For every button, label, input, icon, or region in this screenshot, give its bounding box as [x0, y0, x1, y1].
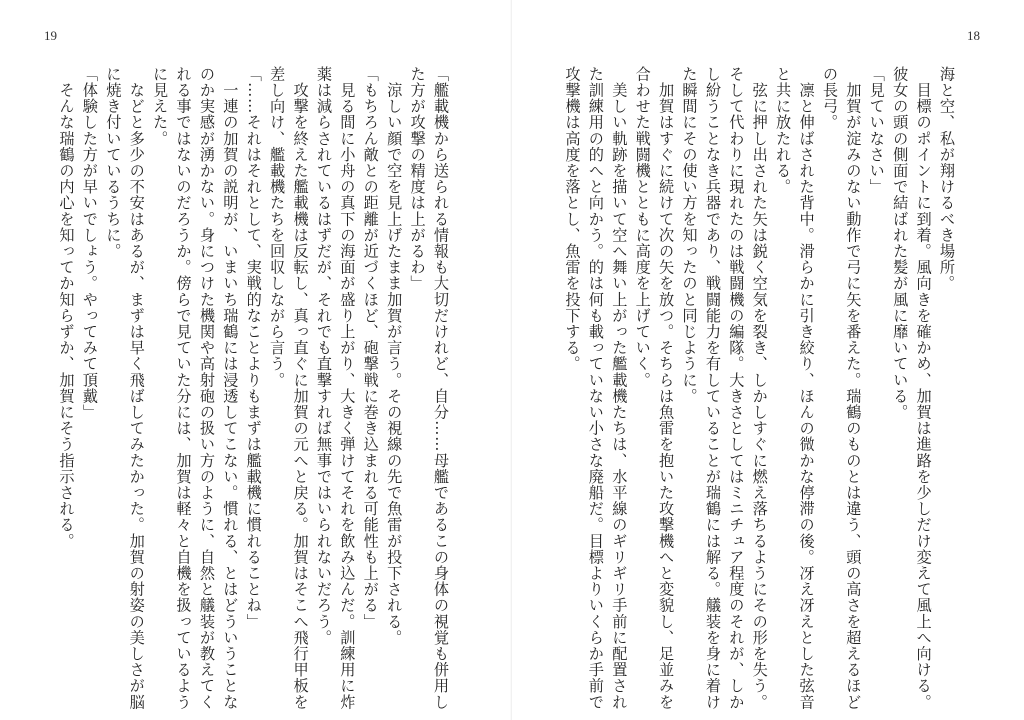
page-number-right: 18: [967, 28, 980, 43]
right-text-block: [563, 66, 958, 710]
text-line: 「……それはそれとして、実戦的なことよりもまずは艦載機に慣れることね」: [244, 66, 263, 630]
text-line: し紛うことなき兵器であり、戦闘能力を有していることが瑞鶴には解る。艤装を身に着け: [703, 66, 722, 710]
text-line: に焼き付いているうちに。: [104, 66, 123, 260]
text-line: そして代わりに現れたのは戦闘機の編隊。大きさとしてはミニチュア程度のそれが、しか: [727, 66, 746, 710]
text-line: の長弓。: [820, 66, 839, 131]
text-line: 美しい軌跡を描いて空へ舞い上がった艦載機たちは、水平線のギリギリ手前に配置され: [610, 66, 629, 710]
text-line: た瞬間にその使い方を知ったのと同じように。: [680, 66, 699, 405]
text-line: 海と空、私が翔けるべき場所。: [938, 66, 956, 292]
text-line: 加賀が淀みのない動作で弓に矢を番えた。瑞鶴のものとは違う、頭の高さを超えるほど: [844, 66, 863, 710]
text-line: 「艦載機から送られる情報も大切だけれど、自分……母艦であるこの身体の視覚も併用し: [432, 66, 450, 710]
text-line: 攻撃を終えた艦載機は反転し、真っ直ぐに加賀の元へと戻る。加賀はそこへ飛行甲板を: [291, 66, 310, 710]
text-line: 涼しい顔で空を見上げたまま加賀が言う。その視線の先で魚雷が投下される。: [385, 66, 404, 646]
text-line: と共に放たれる。: [774, 66, 793, 195]
text-line: などと多少の不安はあるが、まずは早く飛ばしてみたかった。加賀の射姿の美しさが脳: [127, 66, 146, 710]
text-line: 彼女の頭の側面で結ばれた髪が風に靡いている。: [891, 66, 910, 421]
text-line: 「見ていなさい」: [867, 66, 886, 195]
text-line: 薬は減らされているはずだが、それでも直撃すれば無事ではいられないだろう。: [314, 66, 333, 646]
text-line: 「体験した方が早いでしょう。やってみて頂戴」: [80, 66, 99, 421]
text-line: 合わせた戦闘機とともに高度を上げていく。: [633, 66, 652, 388]
right-page: [512, 0, 1024, 720]
text-line: 差し向け、艦載機たちを回収しながら言う。: [268, 66, 287, 388]
left-text-block: [52, 66, 452, 710]
text-line: のか実感が湧かない。身につけた機関や高射砲の扱い方のように、自然と艤装が教えてく: [197, 66, 216, 710]
text-line: 目標のポイントに到着。風向きを確かめ、加賀は進路を少しだけ変えて風上へ向ける。: [914, 66, 933, 710]
text-line: 凛と伸ばされた背中。滑らかに引き絞り、ほんの微かな停滞の後。冴え冴えとした弦音: [797, 66, 816, 710]
text-line: た訓練用の的へと向かう。的は何も載っていない小さな廃船だ。目標よりいくらか手前で: [586, 66, 605, 710]
page-number-left: 19: [44, 28, 57, 43]
text-line: 「もちろん敵との距離が近づくほど、砲撃戦に巻き込まれる可能性も上がる」: [361, 66, 380, 630]
text-line: そんな瑞鶴の内心を知ってか知らずか、加賀にそう指示される。: [57, 66, 76, 549]
text-line: れる事ではないのだろうか。傍らで見ていた分には、加賀は軽々と自機を扱っているよう: [174, 66, 193, 710]
text-line: た方が攻撃の精度は上がるわ」: [408, 66, 427, 292]
text-line: 見る間に小舟の真下の海面が盛り上がり、大きく弾けてそれを飲み込んだ。訓練用に炸: [338, 66, 357, 710]
text-line: 弦に押し出された矢は鋭く空気を裂き、しかしすぐに燃え落ちるようにその形を失う。: [750, 66, 769, 710]
text-line: 攻撃機は高度を落とし、魚雷を投下する。: [563, 66, 582, 372]
text-line: 加賀はすぐに続けて次の矢を放つ。そちらは魚雷を抱いた攻撃機へと変貌し、足並みを: [657, 66, 676, 710]
text-line: 一連の加賀の説明が、いまいち瑞鶴には浸透してこない。慣れる、とはどういうことな: [221, 66, 240, 710]
text-line: に見えた。: [151, 66, 170, 147]
